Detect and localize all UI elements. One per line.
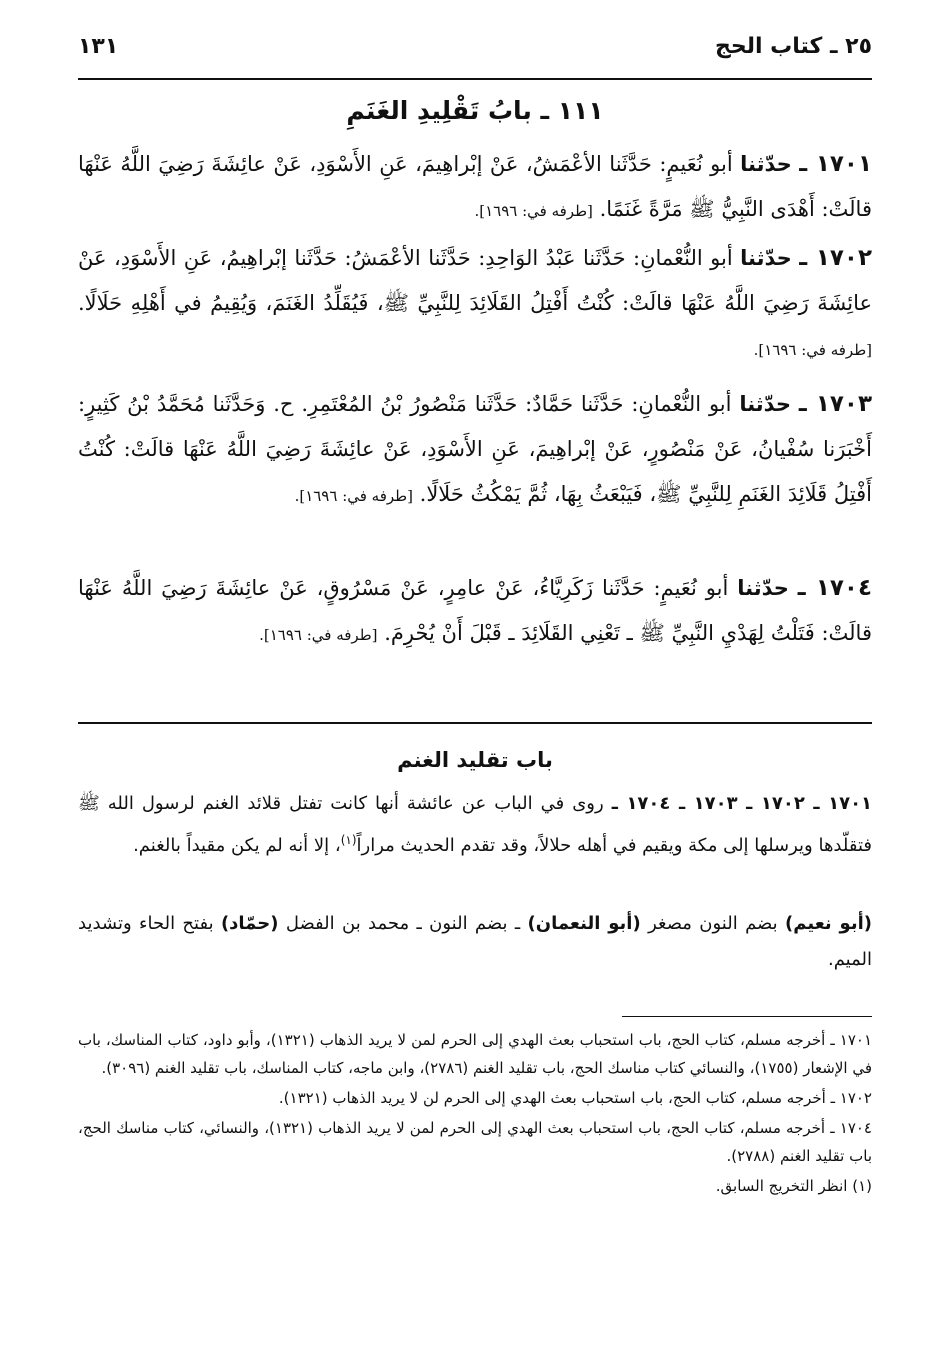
hadith-number: ١٧٠٣ ـ bbox=[798, 391, 873, 417]
footnote: ١٧٠١ ـ أخرجه مسلم، كتاب الحج، باب استحباب بعث الهدي إلى الحرم لمن لا يريد الذهاب (١٣٢١)، وأبو داود، كتاب المناسك، باب في الإشعار (١٧٥٥)، والنسائي كتاب مناسك الحج، باب تقليد الغنم (٢٧٨٦)، وابن ماجه، كتاب المناسك، باب تقليد الغنم (٣٠٩٦). bbox=[78, 1031, 873, 1077]
commentary-term: (أبو نعيم) bbox=[785, 913, 872, 934]
commentary-paragraph bbox=[78, 786, 872, 864]
hadith-block bbox=[78, 566, 872, 658]
hadith-reference: [طرفه في: ١٦٩٦]. bbox=[474, 202, 593, 220]
page-number: ١٣١ bbox=[78, 34, 119, 59]
hadith-reference: [طرفه في: ١٦٩٦]. bbox=[294, 487, 413, 505]
hadith-number: ١٧٠٢ ـ bbox=[799, 245, 872, 271]
hadith-lead: حدّثنا bbox=[740, 246, 792, 270]
running-header bbox=[78, 34, 872, 74]
hadith-number: ١٧٠١ ـ bbox=[799, 151, 872, 177]
commentary-hadith-numbers: ١٧٠١ ـ ١٧٠٢ ـ ١٧٠٣ ـ ١٧٠٤ ـ bbox=[611, 793, 873, 814]
hadith-block bbox=[78, 142, 872, 234]
hadith-reference: [طرفه في: ١٦٩٦]. bbox=[753, 341, 872, 359]
footnotes bbox=[78, 1026, 872, 1202]
hadith-text: أبو النُّعْمانِ: حَدَّثَنا عَبْدُ الوَاحِدِ: حَدَّثَنا الأعْمَشُ: حَدَّثَنا إبْراهِيمُ، عَنِ الأَسْوَدِ، عَنْ عائِشَةَ رَضِيَ اللَّهُ عَنْهَا قالَتْ: كُنْتُ أَفْتِلُ القَلَائِدَ لِلنَّبِيِّ ﷺ، فَيُقَلِّدُ الغَنَمَ، وَيُقِيمُ في أَهْلِهِ حَلَالًا. bbox=[78, 246, 872, 315]
commentary-text: روى في الباب عن عائشة أنها كانت تفتل قلائد الغنم لرسول الله ﷺ فتقلّدها ويرسلها إلى مكة ويقيم في أهله حلالاً، وقد تقدم الحديث مراراً bbox=[78, 793, 872, 856]
commentary-term: (أبو النعمان) bbox=[527, 913, 641, 934]
header-divider bbox=[78, 78, 872, 80]
footnote: (١) انظر التخريج السابق. bbox=[715, 1177, 872, 1195]
commentary-text: ـ بضم النون ـ محمد بن الفضل bbox=[285, 913, 521, 934]
footnote-marker: (١) bbox=[340, 833, 357, 847]
hadith-number: ١٧٠٤ ـ bbox=[797, 575, 872, 601]
commentary-text: بضم النون مصغر bbox=[648, 913, 778, 934]
hadith-lead: حدّثنا bbox=[739, 392, 791, 416]
commentary-paragraph bbox=[78, 906, 872, 978]
commentary-title: باب تقليد الغنم bbox=[397, 748, 553, 772]
hadith-lead: حدّثنا bbox=[737, 576, 789, 600]
hadith-text: أبو نُعَيمٍ: حَدَّثَنا الأعْمَشُ، عَنْ إبْراهِيمَ، عَنِ الأَسْوَدِ، عَنْ عائِشَةَ رَضِيَ اللَّهُ عَنْهَا قالَتْ: أَهْدَى النَّبِيُّ ﷺ مَرَّةً غَنَمًا. bbox=[78, 152, 872, 221]
section-divider bbox=[78, 722, 872, 724]
footnote: ١٧٠٢ ـ أخرجه مسلم، كتاب الحج، باب استحباب بعث الهدي إلى الحرم لن لا يريد الذهاب (١٣٢١). bbox=[278, 1089, 872, 1107]
footnote: ١٧٠٤ ـ أخرجه مسلم، كتاب الحج، باب استحباب بعث الهدي إلى الحرم لمن لا يريد الذهاب (١٣٢١)، والنسائي، كتاب مناسك الحج، باب تقليد الغنم (٢٧٨٨). bbox=[78, 1119, 872, 1165]
hadith-text: أبو نُعَيمٍ: حَدَّثَنا زَكَرِيَّاءُ، عَنْ عامِرٍ، عَنْ مَسْرُوقٍ، عَنْ عائِشَةَ رَضِيَ اللَّهُ عَنْهَا قالَتْ: فَتَلْتُ لِهَدْيِ النَّبِيِّ ﷺ ـ تَعْنِي القَلَائِدَ ـ قَبْلَ أَنْ يُحْرِمَ. bbox=[78, 576, 872, 645]
hadith-block bbox=[78, 236, 872, 373]
hadith-lead: حدّثنا bbox=[740, 152, 792, 176]
book-chapter-title: ٢٥ ـ كتاب الحج bbox=[714, 34, 872, 59]
hadith-block bbox=[78, 382, 872, 519]
commentary-text: ، إلا أنه لم يكن مقيداً بالغنم. bbox=[133, 835, 341, 856]
commentary-term: (حمّاد) bbox=[220, 913, 279, 934]
hadith-reference: [طرفه في: ١٦٩٦]. bbox=[259, 626, 378, 644]
commentary-text: بفتح الحاء وتشديد الميم. bbox=[78, 913, 872, 970]
chapter-heading: ١١١ ـ بابُ تَقْلِيدِ الغَنَمِ bbox=[346, 96, 604, 125]
footnote-divider bbox=[622, 1016, 872, 1017]
hadith-text: أبو النُّعْمانِ: حَدَّثَنا حَمَّادٌ: حَدَّثَنا مَنْصُورُ بْنُ المُعْتَمِرِ. ح. وَحَدَّثَنا مُحَمَّدُ بْنُ كَثِيرٍ: أَخْبَرَنا سُفْيانُ، عَنْ مَنْصُورٍ، عَنْ إبْراهِيمَ، عَنِ الأَسْوَدِ، عَنْ عائِشَةَ رَضِيَ اللَّهُ عَنْهَا قالَتْ: كُنْتُ أَفْتِلُ قَلَائِدَ الغَنَمِ لِلنَّبِيِّ ﷺ، فَيَبْعَثُ بِهَا، ثُمَّ يَمْكُثُ حَلَالًا. bbox=[78, 392, 872, 506]
